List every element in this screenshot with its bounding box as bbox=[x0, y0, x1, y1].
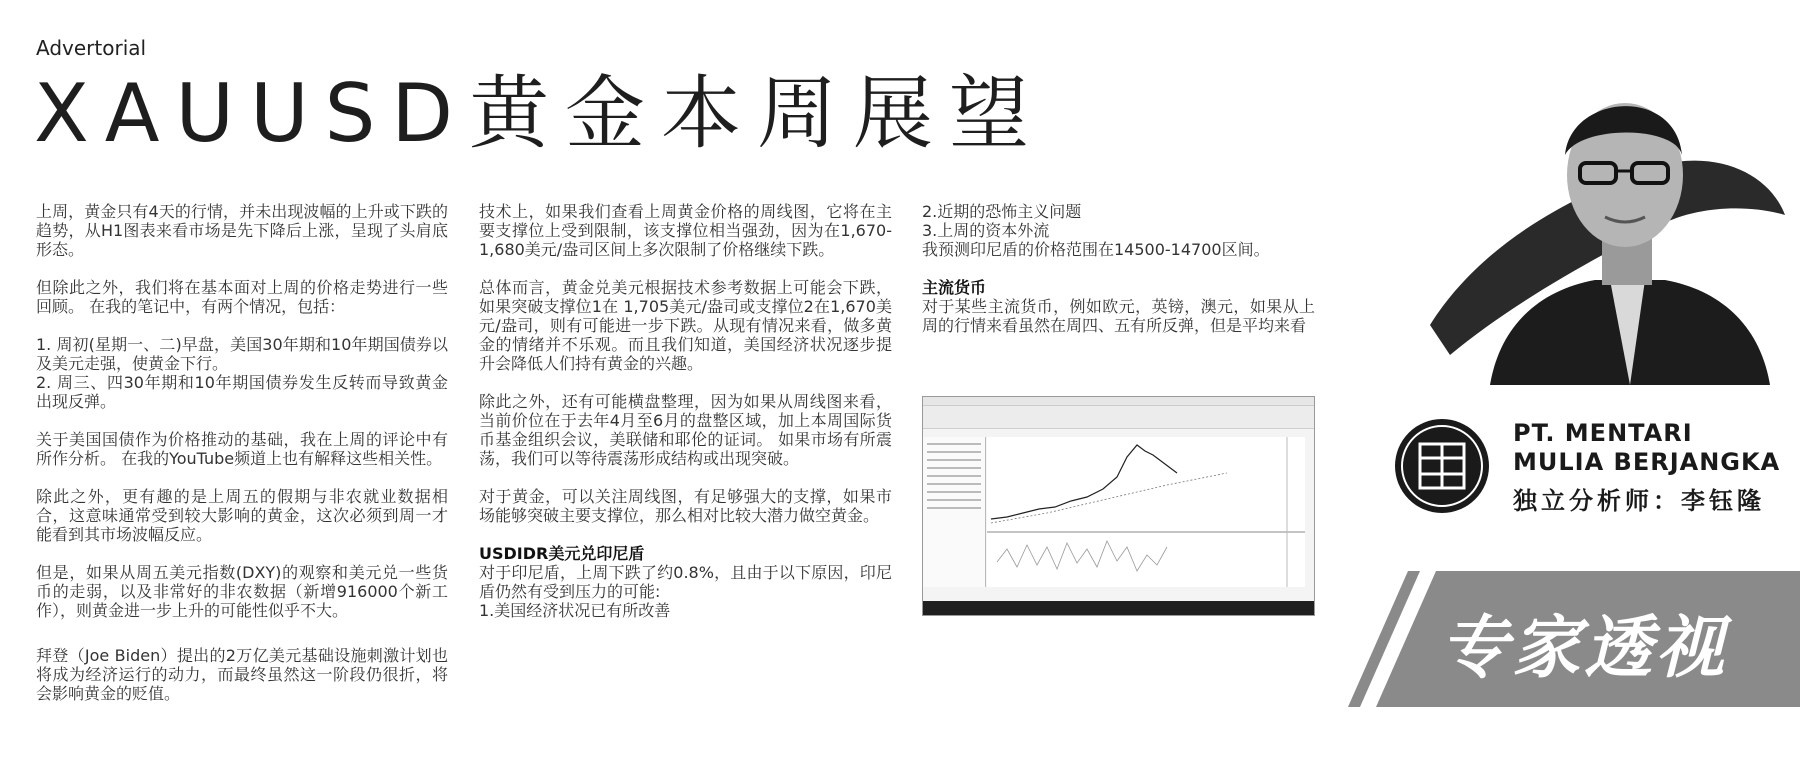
paragraph: 但除此之外，我们将在基本面对上周的价格走势进行一些回顾。 在我的笔记中，有两个情况，包括： bbox=[36, 278, 448, 316]
paragraph: 1. 周初(星期一、二)早盘，美国30年期和10年期国债券以及美元走强，使黄金下行。 2. 周三、四30年期和10年期国债券发生反转而导致黄金出现反弹。 bbox=[36, 335, 448, 411]
section-heading: USDIDR美元兑印尼盾 bbox=[479, 544, 645, 563]
paragraph: 拜登（Joe Biden）提出的2万亿美元基础设施刺激计划也将成为经济运行的动力，而最终虽然这一阶段仍很折，将会影响黄金的贬值。 bbox=[36, 646, 448, 703]
paragraph: 但是，如果从周五美元指数(DXY)的观察和美元兑一些货币的走弱，以及非常好的非农数据（新增916000个新工作），则黄金进一步上升的可能性似乎不大。 bbox=[36, 563, 448, 620]
page-title: XAUUSD黄金本周展望 bbox=[34, 67, 1046, 160]
expert-banner-text: 专家透视 bbox=[1440, 609, 1729, 688]
window-titlebar bbox=[923, 397, 1314, 406]
trading-platform-screenshot bbox=[922, 396, 1315, 616]
paragraph: 关于美国国债作为价格推动的基础，我在上周的评论中有所作分析。 在我的YouTube频道上也有解释这些相关性。 bbox=[36, 430, 448, 468]
advertorial-tag: Advertorial bbox=[36, 36, 147, 60]
paragraph: 上周，黄金只有4天的行情，并未出现波幅的上升或下跌的趋势，从H1图表来看市场是先下降后上涨，呈现了头肩底形态。 bbox=[36, 202, 448, 259]
article-column-3 bbox=[922, 202, 1315, 354]
paragraph: 对于黄金，可以关注周线图，有足够强大的支撑，如果市场能够突破主要支撑位，那么相对比较大潜力做空黄金。 bbox=[479, 487, 892, 525]
chart-drawing bbox=[987, 437, 1305, 587]
section-heading: 主流货币 bbox=[922, 278, 987, 297]
paragraph: 对于印尼盾，上周下跌了约0.8%，且由于以下原因，印尼盾仍然有受到压力的可能: 1.美国经济状况已有所改善 bbox=[479, 563, 892, 620]
taskbar bbox=[923, 601, 1314, 615]
window-toolbar bbox=[923, 406, 1314, 429]
paragraph: 2.近期的恐怖主义问题 3.上周的资本外流 我预测印尼盾的价格范围在14500-14700区间。 bbox=[922, 202, 1270, 259]
company-logo bbox=[1392, 416, 1492, 516]
article-column-1 bbox=[36, 202, 448, 722]
analyst-photo bbox=[1420, 55, 1790, 385]
price-chart-image bbox=[987, 437, 1305, 587]
paragraph: 技术上，如果我们查看上周黄金价格的周线图，它将在主要支撑位上受到限制，该支撑位相当强劲，因为在1,670-1,680美元/盎司区间上多次限制了价格继续下跌。 bbox=[479, 202, 892, 259]
company-name-line1: PT. MENTARI bbox=[1513, 419, 1693, 447]
analyst-name: 独立分析师：李钰隆 bbox=[1513, 487, 1765, 515]
paragraph: 除此之外，更有趣的是上周五的假期与非农就业数据相合，这意味通常受到较大影响的黄金，这次必须到周一才能看到其市场波幅反应。 bbox=[36, 487, 448, 544]
article-column-2 bbox=[479, 202, 892, 639]
paragraph: 除此之外，还有可能横盘整理，因为如果从周线图来看，当前价位在于去年4月至6月的盘整区域，加上本周国际货币基金组织会议，美联储和耶伦的证词。 如果市场有所震荡，我们可以等待震荡形成结构或出现突破。 bbox=[479, 392, 892, 468]
paragraph: 总体而言，黄金兑美元根据技术参考数据上可能会下跌，如果突破支撑位1在 1,705美元/盎司或支撑位2在1,670美元/盎司，则有可能进一步下跌。从现有情况来看，做多黄金的情绪并不乐观。而且我们知道，美国经济状况逐步提升会降低人们持有黄金的兴趣。 bbox=[479, 278, 892, 373]
market-watch-panel bbox=[923, 437, 986, 587]
paragraph: 对于某些主流货币，例如欧元，英镑，澳元，如果从上周的行情来看虽然在周四、五有所反弹，但是平均来看 bbox=[922, 297, 1315, 335]
company-name-line2: MULIA BERJANGKA bbox=[1513, 448, 1781, 476]
